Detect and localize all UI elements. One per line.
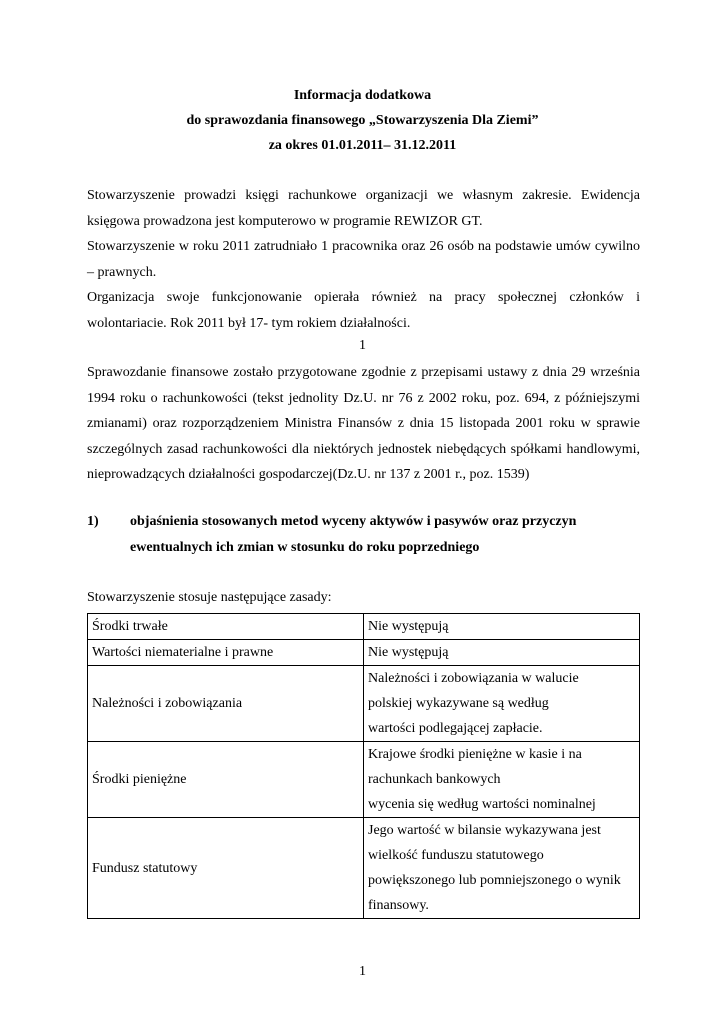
page-number: 1	[359, 964, 366, 979]
intro-paragraph-1: Stowarzyszenie prowadzi księgi rachunkowe organizacji we własnym zakresie. Ewidencja księgowa prowadzona jest komputerowo w programie REWIZOR GT.	[87, 188, 640, 229]
section-number: 1)	[87, 514, 99, 529]
description-line: Jego wartość w bilansie wykazywana jest	[368, 823, 601, 838]
description-line: Należności i zobowiązania w walucie	[368, 671, 579, 686]
description-line: wielkość funduszu statutowego	[368, 848, 544, 863]
table-cell-description	[364, 666, 640, 742]
table-cell-description	[364, 640, 640, 666]
description-line: wycenia się według wartości nominalnej	[368, 797, 596, 812]
intro-paragraph-3: Organizacja swoje funkcjonowanie opierała również na pracy społecznej członków i wolontariacie. Rok 2011 był 17- tym rokiem działalności.	[87, 290, 640, 331]
table-cell-item: Fundusz statutowy	[88, 818, 364, 919]
description-line: Krajowe środki pieniężne w kasie i na	[368, 747, 582, 762]
table-row	[88, 614, 640, 640]
table-cell-item: Należności i zobowiązania	[88, 666, 364, 742]
table-row	[88, 640, 640, 666]
document-period: za okres 01.01.2011– 31.12.2011	[268, 138, 457, 153]
table-row	[88, 666, 640, 742]
accounting-principles-table	[87, 613, 640, 919]
description-line: wartości podlegającej zapłacie.	[368, 721, 543, 736]
document-title: Informacja dodatkowa	[293, 88, 432, 103]
table-cell-item: Środki pieniężne	[88, 742, 364, 818]
description-line: Nie występują	[368, 645, 449, 660]
table-cell-item: Środki trwałe	[88, 614, 364, 640]
description-line: finansowy.	[368, 898, 429, 913]
section-heading: objaśnienia stosowanych metod wyceny aktywów i pasywów oraz przyczyn ewentualnych ich zmian w stosunku do roku poprzedniego	[130, 514, 577, 555]
table-row	[88, 818, 640, 919]
intro-paragraph-2: Stowarzyszenie w roku 2011 zatrudniało 1 pracownika oraz 26 osób na podstawie umów cywilno – prawnych.	[87, 239, 640, 280]
table-row	[88, 742, 640, 818]
paragraph-marker: 1	[359, 338, 366, 353]
table-cell-description	[364, 742, 640, 818]
description-line: polskiej wykazywane są według	[368, 696, 549, 711]
document-subtitle: do sprawozdania finansowego „Stowarzyszenia Dla Ziemi”	[186, 113, 539, 128]
description-line: Nie występują	[368, 619, 449, 634]
table-cell-description	[364, 818, 640, 919]
description-line: rachunkach bankowych	[368, 772, 501, 787]
description-line: powiększonego lub pomniejszonego o wynik	[368, 873, 621, 888]
principles-intro: Stowarzyszenie stosuje następujące zasady:	[87, 590, 332, 605]
table-cell-item: Wartości niematerialne i prawne	[88, 640, 364, 666]
table-cell-description	[364, 614, 640, 640]
legal-basis-paragraph: Sprawozdanie finansowe zostało przygotowane zgodnie z przepisami ustawy z dnia 29 września 1994 roku o rachunkowości (tekst jednolity Dz.U. nr 76 z 2002 roku, poz. 694, z późniejszymi zmianami) oraz rozporządzeniem Ministra Finansów z dnia 15 listopada 2001 roku w sprawie szczególnych zasad rachunkowości dla niektórych jednostek niebędących spółkami handlowymi, nieprowadzących działalności gospodarczej(Dz.U. nr 137 z 2001 r., poz. 1539)	[87, 365, 640, 482]
